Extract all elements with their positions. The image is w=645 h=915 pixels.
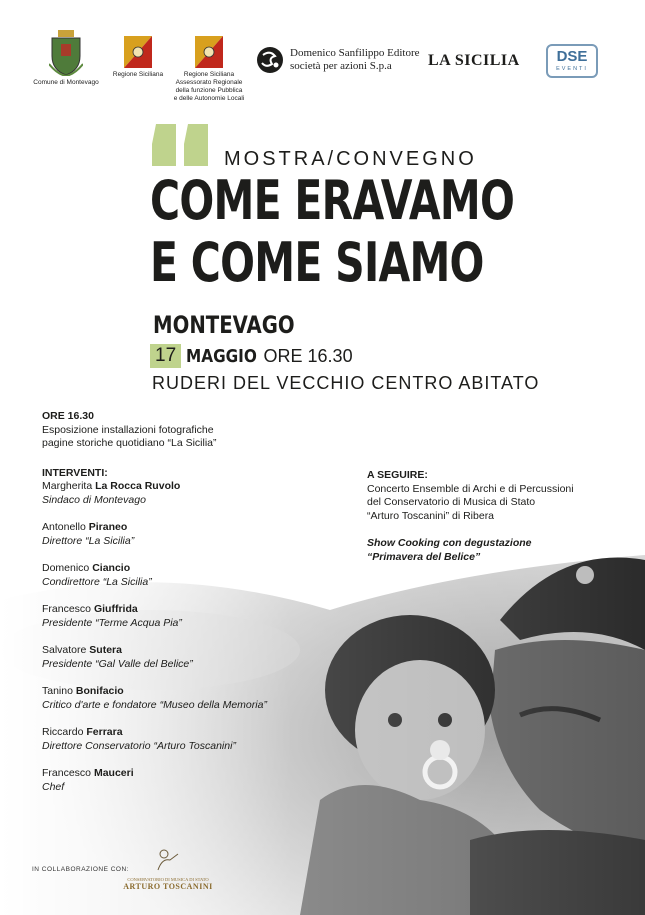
sanfilippo-editore-logo xyxy=(256,46,420,74)
speaker-entry xyxy=(42,480,342,507)
assessorato-logo xyxy=(170,36,248,104)
speaker-last-name: Giuffrida xyxy=(93,603,138,615)
speaker-last-name: Bonifacio xyxy=(75,685,124,697)
speaker-role: Presidente “Terme Acqua Pia” xyxy=(42,616,182,629)
event-title xyxy=(150,170,514,294)
speaker-entry xyxy=(42,685,342,712)
speaker-first-name: Tanino xyxy=(42,685,73,697)
event-venue: RUDERI DEL VECCHIO CENTRO ABITATO xyxy=(152,373,540,393)
speakers-list xyxy=(42,480,342,794)
speaker-last-name: Piraneo xyxy=(88,521,128,533)
assessorato-line: e delle Autonomie Locali xyxy=(173,95,245,103)
comune-label: Comune di Montevago xyxy=(33,79,99,86)
speaker-first-name: Domenico xyxy=(42,562,90,574)
speaker-role: Critico d'arte e fondatore “Museo della Memoria” xyxy=(42,698,267,711)
event-time: ORE 16.30 xyxy=(263,345,353,366)
speaker-role: Presidente “Gal Valle del Belice” xyxy=(42,657,193,670)
speaker-entry xyxy=(42,603,342,630)
dse-logo-text: DSE xyxy=(556,48,588,65)
editore-name: Domenico Sanfilippo Editore xyxy=(290,47,420,60)
speaker-name xyxy=(42,644,122,656)
speaker-entry xyxy=(42,562,342,589)
event-date xyxy=(150,344,353,368)
regione-label: Regione Siciliana xyxy=(112,71,164,78)
concert-line: del Conservatorio di Musica di Stato xyxy=(367,496,536,508)
speaker-name xyxy=(42,521,127,533)
concert-line: “Arturo Toscanini” di Ribera xyxy=(367,509,495,522)
program-intro-line: pagine storiche quotidiano “La Sicilia” xyxy=(42,437,217,449)
speaker-first-name: Margherita xyxy=(42,480,93,492)
conservatorio-name: ARTURO TOSCANINI xyxy=(123,882,213,891)
comune-crest-icon xyxy=(49,30,83,76)
conductor-sketch-icon xyxy=(148,848,188,872)
speaker-first-name: Antonello xyxy=(42,521,86,533)
speaker-entry xyxy=(42,726,342,753)
speaker-last-name: Mauceri xyxy=(93,767,134,779)
event-day: 17 xyxy=(150,344,181,368)
assessorato-line: della funzione Pubblica xyxy=(175,87,243,95)
speaker-name xyxy=(42,562,130,574)
collaboration-label: IN COLLABORAZIONE CON: xyxy=(32,866,129,873)
speaker-name xyxy=(42,685,124,697)
interventi-heading: INTERVENTI: xyxy=(42,466,108,479)
program-right xyxy=(367,469,627,564)
editore-type: società per azioni S.p.a xyxy=(290,60,392,72)
trinacria-icon xyxy=(195,36,223,68)
speaker-role: Direttore “La Sicilia” xyxy=(42,534,135,547)
assessorato-line: Assessorato Regionale xyxy=(175,79,243,87)
speaker-last-name: La Rocca Ruvolo xyxy=(95,480,181,492)
program-time: ORE 16.30 xyxy=(42,410,94,422)
speaker-first-name: Francesco xyxy=(42,603,92,615)
speaker-name xyxy=(42,726,123,738)
event-month: MAGGIO xyxy=(186,345,258,367)
speaker-name xyxy=(42,603,138,615)
event-place: MONTEVAGO xyxy=(153,311,295,339)
sanfilippo-emblem-icon xyxy=(256,46,284,74)
dse-eventi-logo xyxy=(546,44,598,78)
conservatorio-small-text: CONSERVATORIO DI MUSICA DI STATO xyxy=(127,877,209,882)
speaker-first-name: Salvatore xyxy=(42,644,87,656)
following-heading: A SEGUIRE: xyxy=(367,469,428,481)
speaker-last-name: Ferrara xyxy=(86,726,123,738)
speaker-last-name: Sutera xyxy=(89,644,122,656)
comune-montevago-logo xyxy=(30,30,102,87)
program-left xyxy=(42,410,342,794)
show-line: Show Cooking con degustazione xyxy=(367,537,532,549)
program-intro-line: Esposizione installazioni fotografiche xyxy=(42,423,214,436)
trinacria-icon xyxy=(124,36,152,68)
concert-line: Concerto Ensemble di Archi e di Percussioni xyxy=(367,482,574,495)
quote-mark-icon xyxy=(152,118,214,170)
show-line: “Primavera del Belice” xyxy=(367,550,481,563)
assessorato-line: Regione Siciliana xyxy=(183,71,235,78)
la-sicilia-logo: LA SICILIA xyxy=(428,52,520,69)
speaker-role: Condirettore “La Sicilia” xyxy=(42,575,152,588)
speaker-first-name: Riccardo xyxy=(42,726,84,738)
dse-logo-sub: EVENTI xyxy=(556,66,588,72)
speaker-entry xyxy=(42,644,342,671)
speaker-name xyxy=(42,767,134,779)
conservatorio-logo xyxy=(118,848,218,891)
speaker-entry xyxy=(42,767,342,794)
title-line-2: E COME SIAMO xyxy=(150,231,484,294)
regione-siciliana-logo xyxy=(108,36,168,79)
speaker-last-name: Ciancio xyxy=(92,562,131,574)
title-line-1: COME ERAVAMO xyxy=(150,169,515,232)
speaker-role: Direttore Conservatorio “Arturo Toscanini” xyxy=(42,739,236,752)
speaker-role: Chef xyxy=(42,780,65,793)
event-kicker: MOSTRA/CONVEGNO xyxy=(224,148,477,170)
speaker-role: Sindaco di Montevago xyxy=(42,493,146,506)
speaker-first-name: Francesco xyxy=(42,767,92,779)
speaker-name xyxy=(42,480,180,492)
show-cooking xyxy=(367,537,627,564)
speaker-entry xyxy=(42,521,342,548)
